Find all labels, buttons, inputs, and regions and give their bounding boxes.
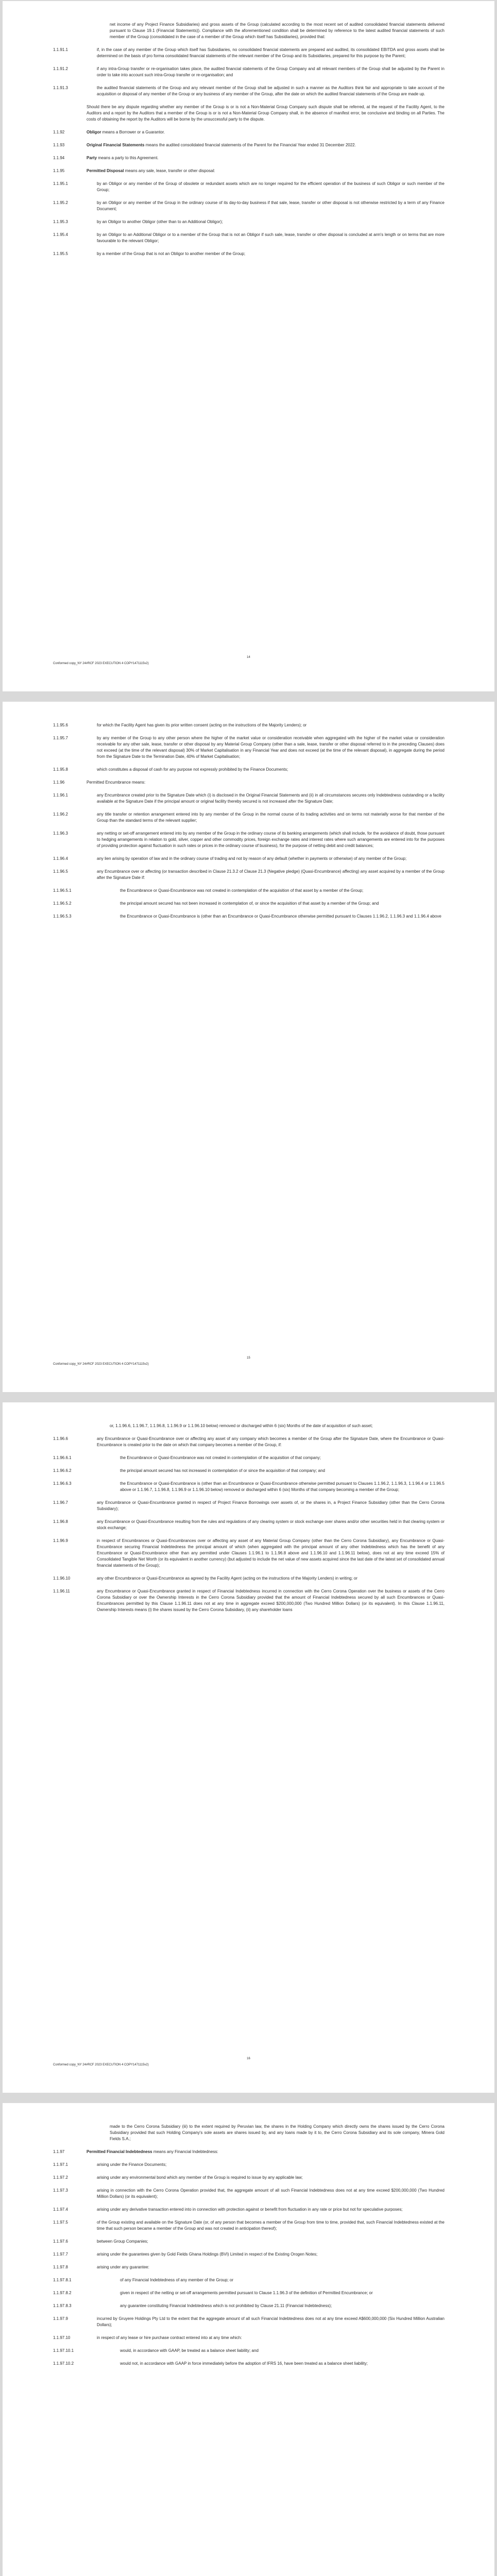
clause-text: any Encumbrance or Quasi-Encumbrance over or affecting any asset of any company which becomes a member of the Group after the Signature Date, where the Encumbrance or Quasi-Encumbrance is created prior to the date on which that company becomes a member of the Group, if: [97, 1436, 444, 1447]
clause-paragraph [53, 2124, 444, 2142]
clause-number: 1.1.96.9 [53, 1538, 68, 1543]
clause-paragraph [53, 232, 444, 244]
clause-text: by a member of the Group that is not an Obligor to another member of the Group; [97, 251, 246, 256]
clause-number: 1.1.97.2 [53, 2175, 68, 2180]
clause-text: by an Obligor to another Obligor (other than to an Additional Obligor); [97, 219, 223, 224]
clause-text: made to the Cerro Corona Subsidiary (iii) to the extent required by Peruvian law, the shares in the Holding Company which directly owns the shares issued by the Cerro Corona Subsidiary provided that such Holding Company's sole assets are shares issued by, and any loans made by it to, the Cerro Corona Subsidiary and its sole company, Minera Gold Fields S.A.; [110, 2124, 444, 2141]
clause-paragraph [53, 2149, 444, 2155]
clause-paragraph [53, 2335, 444, 2341]
clause-paragraph [53, 856, 444, 862]
clause-text: by an Obligor to an Additional Obligor or to a member of the Group that is not an Obligor if such sale, lease, transfer or other disposal is concluded at arm's length or on terms that are more favourable to the relevant Obligor; [97, 232, 444, 243]
clause-number: 1.1.96.5 [53, 869, 68, 874]
clause-paragraph [53, 901, 444, 907]
clause-number: 1.1.95.6 [53, 723, 68, 727]
clause-paragraph [53, 2239, 444, 2245]
clause-text: any Encumbrance or Quasi-Encumbrance granted in respect of Project Finance Borrowings over assets of, or the shares in, a Project Finance Subsidiary (other than the Cerro Corona Subsidiary); [97, 1500, 444, 1511]
clause-paragraph [53, 1468, 444, 1474]
clause-number: 1.1.95.7 [53, 736, 68, 740]
clause-paragraph [53, 792, 444, 805]
clause-number: 1.1.95.5 [53, 251, 68, 256]
clause-text: given in respect of the netting or set-off arrangements permitted pursuant to Clause 1.1.96.3 of the definition of Permitted Encumbrance; or [120, 2291, 373, 2295]
clause-text: if any intra-Group transfer or re-organisation takes place, the audited financial statements of the Group Company and all relevant members of the Group shall be adjusted by the Parent in order to take into account such intra-Group transfer or re-organisation; and [97, 66, 444, 77]
clause-number: 1.1.97.4 [53, 2207, 68, 2212]
clause-number: 1.1.97.8.2 [53, 2291, 72, 2295]
clause-paragraph [53, 2290, 444, 2296]
clause-paragraph [53, 913, 444, 920]
clause-paragraph [53, 1575, 444, 1582]
clause-text: arising under any derivative transaction entered into in connection with protection against or benefit from fluctuation in any rate or price but not for speculative purposes; [97, 2207, 403, 2212]
clause-paragraph [53, 66, 444, 78]
clause-paragraph [53, 251, 444, 257]
footer-reference: Conformed copy_NY 24#RCF 2023 EXECUTION 4 COPY1471115v2) [53, 1363, 149, 1366]
clause-text: Obligor means a Borrower or a Guarantor. [87, 130, 165, 134]
clause-number: 1.1.96.6.1 [53, 1455, 72, 1460]
clause-number: 1.1.96.1 [53, 793, 68, 798]
clause-text: arising under the Finance Documents; [97, 2162, 167, 2167]
clause-paragraph [53, 142, 444, 148]
clause-text: arising under the guarantees given by Gold Fields Ghana Holdings (BVI) Limited in respect of the Existing Orogen Notes; [97, 2252, 318, 2257]
clause-number: 1.1.91.3 [53, 86, 68, 90]
clause-number: 1.1.96.5.3 [53, 914, 72, 919]
clause-text: any Encumbrance or Quasi-Encumbrance resulting from the rules and regulations of any clearing system or stock exchange over shares and/or other securities held in that clearing system or stock exchange; [97, 1519, 444, 1530]
clause-number: 1.1.92 [53, 130, 65, 134]
clause-number: 1.1.97.10 [53, 2335, 71, 2340]
clause-text: between Group Companies; [97, 2239, 148, 2244]
clause-text: would not, in accordance with GAAP in force immediately before the adoption of IFRS 16, have been treated as a balance sheet liability; [120, 2361, 368, 2366]
clause-paragraph [53, 47, 444, 59]
clause-number: 1.1.96.11 [53, 1589, 70, 1594]
document-page-15 [3, 702, 494, 1392]
clause-number: 1.1.96.7 [53, 1500, 68, 1505]
clause-text: of any Financial Indebtedness of any member of the Group; or [120, 2278, 234, 2282]
clause-number: 1.1.94 [53, 156, 65, 160]
clause-paragraph [53, 2188, 444, 2200]
clause-number: 1.1.96.3 [53, 831, 68, 836]
clause-paragraph [53, 779, 444, 786]
clause-number: 1.1.96.5.1 [53, 888, 72, 893]
clause-paragraph [53, 104, 444, 123]
clause-number: 1.1.97.8.3 [53, 2303, 72, 2308]
clause-paragraph [53, 1500, 444, 1512]
page-body [53, 2124, 444, 2374]
clause-number: 1.1.97.10.1 [53, 2348, 74, 2353]
clause-paragraph [53, 1519, 444, 1531]
clause-number: 1.1.96.6 [53, 1436, 68, 1441]
page-body [53, 22, 444, 264]
clause-paragraph [53, 735, 444, 760]
clause-text: the audited financial statements of the Group and any relevant member of the Group shall be adjusted in such a manner as the Auditors think fair and appropriate to take account of the acquisition or disposal of any member of the Group or any business of any member of the Group, after the date on which the audited financial statements of the Group are made up. [97, 86, 444, 96]
clause-text: any guarantee constituting Financial Indebtedness which is not prohibited by Clause 21.11 (Financial Indebtedness); [120, 2303, 332, 2308]
clause-paragraph [53, 1423, 444, 1429]
clause-paragraph [53, 2303, 444, 2309]
clause-number: 1.1.95 [53, 168, 65, 173]
clause-text: the Encumbrance or Quasi-Encumbrance was not created in contemplation of the acquisition of that company; [120, 1455, 321, 1460]
clause-paragraph [53, 219, 444, 225]
clause-paragraph [53, 831, 444, 849]
clause-text: the Encumbrance or Quasi-Encumbrance is (other than an Encumbrance or Quasi-Encumbrance otherwise permitted pursuant to Clauses 1.1.96.2, 1.1.96.3, 1.1.96.4 or 1.1.96.5 above or 1.1.96.7, 1.1.96.8, 1.1.96.9 or 1.1.96.10 below) removed or discharged within 6 (six) Months of that company becoming a member of the Group; [120, 1481, 444, 1492]
clause-number: 1.1.97.8 [53, 2265, 68, 2269]
document-page-16 [3, 1402, 494, 2093]
clause-number: 1.1.97.3 [53, 2188, 68, 2193]
clause-paragraph [53, 2264, 444, 2270]
clause-text: Permitted Disposal means any sale, lease, transfer or other disposal: [87, 168, 215, 173]
clause-paragraph [53, 767, 444, 773]
clause-number: 1.1.96.5.2 [53, 901, 72, 906]
clause-number: 1.1.95.2 [53, 200, 68, 205]
clause-text: any Encumbrance or Quasi-Encumbrance granted in respect of Financial Indebtedness incurred in connection with the Cerro Corona Operation over the business or assets of the Cerro Corona Subsidiary or over the Ownership Interests in the Cerro Corona Subsidiary provided that the amount of Financial Indebtedness secured by all such Encumbrances or Quasi-Encumbrances permitted by this Clause 1.1.96.11 does not at any time in aggregate exceed $200,000,000 (Two Hundred Million Dollars) (or its equivalent). In this Clause 1.1.96.11, Ownership Interests means (i) the shares issued by the Cerro Corona Subsidiary, (ii) any shareholder loans [97, 1589, 444, 1612]
clause-text: if, in the case of any member of the Group which itself has Subsidiaries, no consolidated financial statements are prepared and audited, its consolidated EBITDA and gross assets shall be determined on the basis of pro forma consolidated financial statements of the relevant member of the Group and its Subsidiaries, prepared for this purpose by the Parent; [97, 47, 444, 58]
clause-text: any Encumbrance created prior to the Signature Date which (i) is disclosed in the Original Financial Statements and (ii) in all circumstances secures only Indebtedness outstanding or a facility available at the Signature Date if the principal amount or original facility thereby secured is not increased after the Signature Date; [97, 793, 444, 804]
defined-term: Permitted Disposal [87, 168, 124, 173]
clause-paragraph [53, 22, 444, 40]
clause-text: incurred by Gruyere Holdings Pty Ltd to the extent that the aggregate amount of all such Financial Indebtedness does not at any time exceed A$600,000,000 (Six Hundred Million Australian Dollars); [97, 2316, 444, 2327]
clause-number: 1.1.95.3 [53, 219, 68, 224]
page-number: 16 [247, 2057, 250, 2060]
clause-text: would, in accordance with GAAP, be treated as a balance sheet liability; and [120, 2348, 259, 2353]
clause-paragraph [53, 129, 444, 135]
clause-paragraph [53, 811, 444, 824]
clause-text: any lien arising by operation of law and in the ordinary course of trading and not by reason of any default (whether in payments or otherwise) of any member of the Group; [97, 856, 407, 861]
clause-paragraph [53, 1588, 444, 1613]
clause-paragraph [53, 85, 444, 97]
clause-number: 1.1.96.10 [53, 1576, 71, 1581]
clause-text: by an Obligor or any member of the Group in the ordinary course of its day-to-day business if that sale, lease, transfer or other disposal is not otherwise restricted by a term of any Finance Document; [97, 200, 444, 211]
clause-number: 1.1.95.1 [53, 181, 68, 186]
footer-reference: Conformed copy_NY 24#RCF 2023 EXECUTION 4 COPY1471115v2) [53, 2063, 149, 2066]
clause-text: Should there be any dispute regarding whether any member of the Group is or is not a Non-Material Group Company such dispute shall be referred, at the request of the Facility Agent, to the Auditors and a report by the Auditors that a member of the Group is or is not a Non-Material Group Company shall, in the absence of manifest error, be conclusive and binding on all Parties. The costs of obtaining the report by the Auditors will be borne by the unsuccessful party to the dispute. [87, 105, 444, 122]
clause-paragraph [53, 722, 444, 728]
clause-number: 1.1.91.1 [53, 47, 68, 52]
clause-text: in respect of any lease or hire purchase contract entered into at any time which: [97, 2335, 242, 2340]
clause-paragraph [53, 2175, 444, 2181]
clause-text: any netting or set-off arrangement entered into by any member of the Group in the ordinary course of its banking arrangements (which shall include, for the avoidance of doubt, those pursuant to hedging arrangements in relation to gold, silver, copper and other commodity prices, foreign exchange rates and interest rates where such arrangements are entered into for the purposes of providing protection against fluctuation in such rates or prices in the ordinary course of business), for the purpose of netting debit and credit balances; [97, 831, 444, 848]
clause-number: 1.1.97.6 [53, 2239, 68, 2244]
clause-paragraph [53, 168, 444, 174]
clause-text: the principal amount secured has not been increased in contemplation of, or since the acquisition of that asset by a member of the Group; and [120, 901, 379, 906]
clause-number: 1.1.95.8 [53, 767, 68, 772]
defined-term: Original Financial Statements [87, 143, 145, 147]
clause-paragraph [53, 200, 444, 212]
clause-number: 1.1.93 [53, 143, 65, 147]
clause-text: by any member of the Group to any other person where the higher of the market value or consideration receivable when aggregated with the higher of the market value or consideration receivable for any other sale, lease, transfer or other disposal by any Material Group Company (other than a sale, lease, transfer or other disposal referred to in the preceding Clauses) does not exceed (at the time of the relevant disposal) 30% of Market Capitalisation in any Financial Year and does not exceed (at the time of the relevant disposal), in aggregate during the period from the Signature Date to the Termination Date, 40% of Market Capitalisation; [97, 736, 444, 759]
page-body [53, 1423, 444, 1620]
clause-paragraph [53, 1481, 444, 1493]
footer-reference: Conformed copy_NY 24#RCF 2023 EXECUTION 4 COPY1471115v2) [53, 662, 149, 665]
clause-text: the principal amount secured has not increased in contemplation of or since the acquisition of that company; and [120, 1468, 325, 1473]
clause-text: Original Financial Statements means the audited consolidated financial statements of the Parent for the Financial Year ended 31 December 2022. [87, 143, 356, 147]
page-number: 15 [247, 1357, 250, 1360]
clause-paragraph [53, 2277, 444, 2283]
defined-term: Obligor [87, 130, 101, 134]
clause-text: the Encumbrance or Quasi-Encumbrance was not created in contemplation of the acquisition of that asset by a member of the Group; [120, 888, 364, 893]
clause-paragraph [53, 888, 444, 894]
clause-number: 1.1.96 [53, 780, 65, 785]
clause-number: 1.1.97.1 [53, 2162, 68, 2167]
document-page-14 [3, 1, 494, 691]
clause-text: Permitted Encumbrance means: [87, 780, 146, 785]
clause-text: Party means a party to this Agreement. [87, 156, 159, 160]
clause-paragraph [53, 1538, 444, 1569]
clause-paragraph [53, 2316, 444, 2328]
clause-text: for which the Facility Agent has given its prior written consent (acting on the instructions of the Majority Lenders); or [97, 723, 307, 727]
clause-text: arising under any environmental bond which any member of the Group is required to issue by any applicable law; [97, 2175, 303, 2180]
clause-number: 1.1.91.2 [53, 66, 68, 71]
clause-paragraph [53, 2162, 444, 2168]
defined-term: Party [87, 156, 97, 160]
clause-paragraph [53, 2361, 444, 2367]
document-page-17 [3, 2103, 494, 2576]
clause-number: 1.1.97.8.1 [53, 2278, 72, 2282]
clause-text: by an Obligor or any member of the Group of obsolete or redundant assets which are no longer required for the efficient operation of the business of such Obligor or such member of the Group; [97, 181, 444, 192]
clause-text: any title transfer or retention arrangement entered into by any member of the Group in the normal course of its trading activities and on terms not materially worse for that member of the Group than the standard terms of the relevant supplier; [97, 812, 444, 823]
clause-number: 1.1.96.6.2 [53, 1468, 72, 1473]
clause-text: in respect of Encumbrances or Quasi-Encumbrances over or affecting any asset of any Material Group Company (other than the Cerro Corona Subsidiary), any Encumbrance or Quasi-Encumbrance securing Financial Indebtedness the principal amount of which (when aggregated with the principal amount of any other Indebtedness which has the benefit of any Encumbrance or Quasi-Encumbrance other than any permitted under Clauses 1.1.96.1 to 1.1.96.8 above and 1.1.96.10 and 1.1.96.11 below), does not at any time exceed 15% of Consolidated Tangible Net Worth (or its equivalent in another currency) (but adjusted to include the net value of new assets acquired since the last date of the latest set of consolidated annual financial statements of the Group); [97, 1538, 444, 1568]
clause-paragraph [53, 2207, 444, 2213]
clause-paragraph [53, 2219, 444, 2232]
clause-paragraph [53, 2348, 444, 2354]
clause-paragraph [53, 181, 444, 193]
clause-number: 1.1.96.2 [53, 812, 68, 817]
clause-paragraph [53, 869, 444, 881]
clause-text: or, 1.1.96.6, 1.1.96.7, 1.1.96.8, 1.1.96.9 or 1.1.96.10 below) removed or discharged within 6 (six) Months of the date of acquisition of such asset; [110, 1423, 373, 1428]
clause-number: 1.1.97.7 [53, 2252, 68, 2257]
clause-text: arising under any guarantee: [97, 2265, 149, 2269]
clause-number: 1.1.96.8 [53, 1519, 68, 1524]
clause-text: of the Group existing and available on the Signature Date (or, of any person that becomes a member of the Group from time to time, provided that, such Financial Indebtedness existed at the time that such person became a member of the Group and was not created in anticipation thereof); [97, 2220, 444, 2231]
clause-number: 1.1.97.9 [53, 2316, 68, 2321]
clause-number: 1.1.96.6.3 [53, 1481, 72, 1486]
clause-paragraph [53, 155, 444, 161]
clause-text: any Encumbrance over or affecting (or transaction described in Clause 21.3.2 of Clause 21.3 (Negative pledge) (Quasi-Encumbrance) affecting) any asset acquired by a member of the Group after the Signature Date if: [97, 869, 444, 880]
clause-paragraph [53, 1455, 444, 1461]
clause-text: arising in connection with the Cerro Corona Operation provided that, the aggregate amount of all such Financial Indebtedness does not at any time exceed $200,000,000 (Two Hundred Million Dollars) (or its equivalent); [97, 2188, 444, 2199]
clause-number: 1.1.96.4 [53, 856, 68, 861]
clause-number: 1.1.97 [53, 2149, 65, 2154]
page-number: 14 [247, 656, 250, 659]
clause-number: 1.1.97.10.2 [53, 2361, 74, 2366]
clause-number: 1.1.97.5 [53, 2220, 68, 2225]
clause-paragraph [53, 1436, 444, 1448]
clause-text: which constitutes a disposal of cash for any purpose not expressly prohibited by the Finance Documents; [97, 767, 288, 772]
page-body [53, 722, 444, 926]
clause-text: Permitted Financial Indebtedness means any Financial Indebtedness: [87, 2149, 218, 2154]
clause-text: net income of any Project Finance Subsidiaries) and gross assets of the Group (calculated according to the most recent set of audited consolidated financial statements delivered pursuant to Clause 19.1 (Financial Statements)). Compliance with the aforementioned condition shall be determined by reference to the latest audited financial statements of such member of the Group (consolidated in the case of a member of the Group which itself has Subsidiaries), provided that: [110, 22, 444, 39]
clause-text: the Encumbrance or Quasi-Encumbrance is (other than an Encumbrance or Quasi-Encumbrance otherwise permitted pursuant to Clauses 1.1.96.2, 1.1.96.3 and 1.1.96.4 above [120, 914, 441, 919]
clause-paragraph [53, 2251, 444, 2258]
defined-term: Permitted Financial Indebtedness [87, 2149, 152, 2154]
clause-number: 1.1.95.4 [53, 232, 68, 237]
clause-text: any other Encumbrance or Quasi-Encumbrance as agreed by the Facility Agent (acting on the instructions of the Majority Lenders) in writing; or [97, 1576, 358, 1581]
